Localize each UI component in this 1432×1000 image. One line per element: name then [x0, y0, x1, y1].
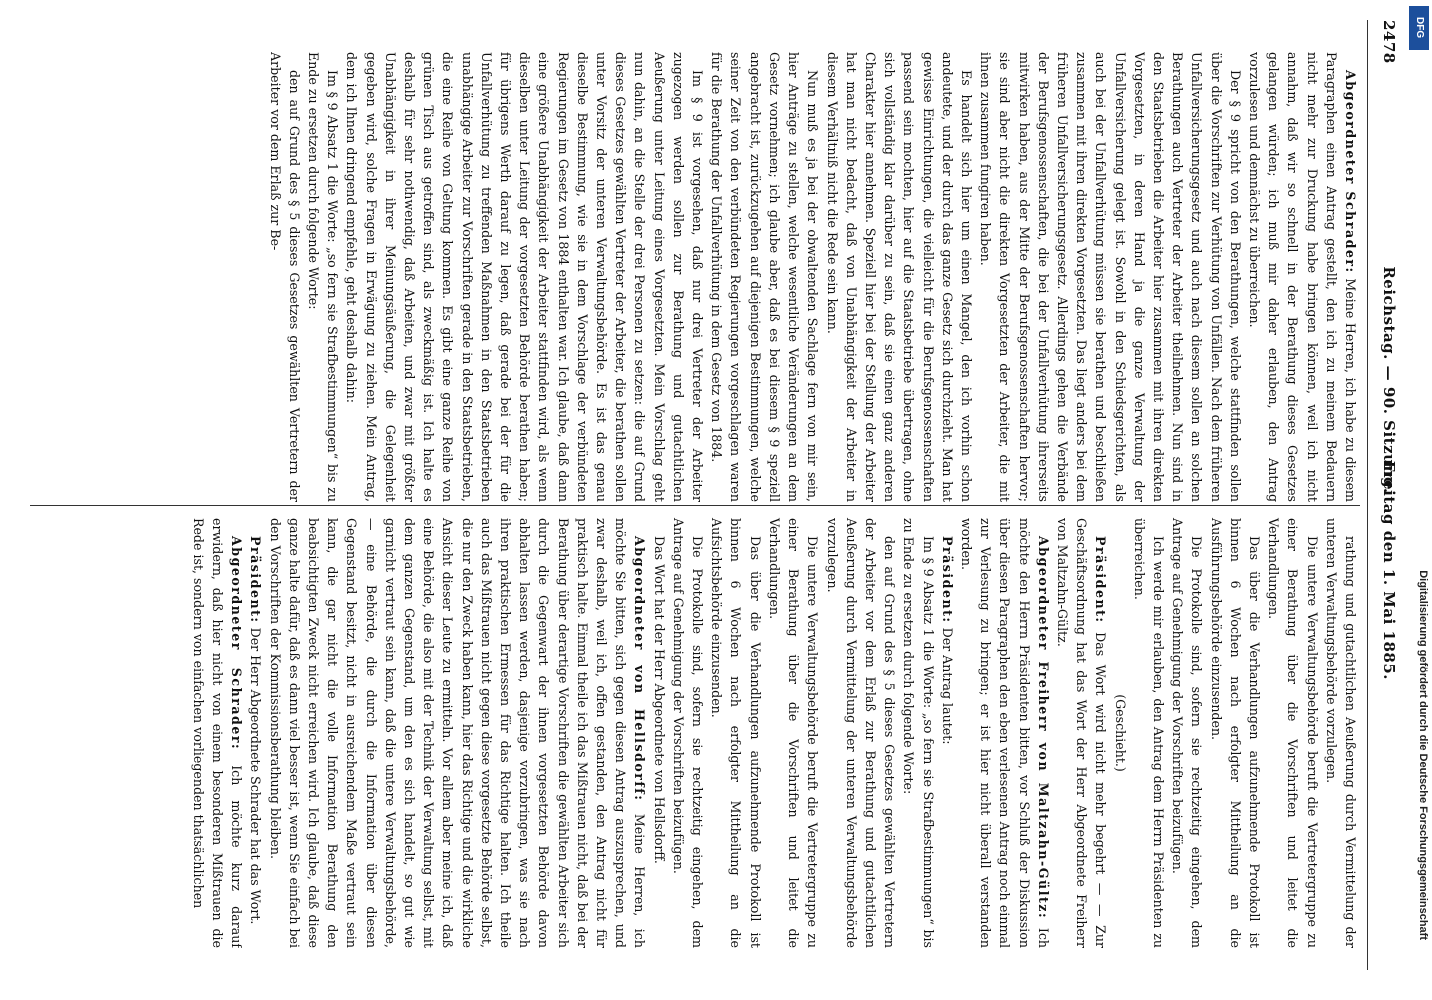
- speaker-name: Abgeordneter Schrader:: [229, 536, 245, 751]
- paragraph-text: Der Antrag lautet:: [939, 627, 955, 745]
- dfg-logo: DFG: [1409, 6, 1429, 50]
- left-text-column: [30, 52, 1360, 502]
- speaker-name: Abgeordneter von Hellsdorff:: [632, 536, 648, 802]
- paragraph-text: Die untere Verwaltungsbehörde beruft die Vertretergruppe zu einer Berathung über die Vorschriften und leitet die Verhandlungen.: [1266, 518, 1320, 948]
- paragraph: [899, 518, 937, 948]
- paragraph: [957, 518, 1053, 948]
- paragraph: [707, 518, 765, 948]
- paragraph: [1245, 52, 1360, 502]
- paragraph: [822, 518, 899, 948]
- paragraph-text: Ich werde mir erlauben, den Antrag dem Herrn Präsidenten zu überreichen.: [1131, 518, 1166, 948]
- speaker-name: Präsident:: [248, 536, 264, 624]
- paragraph: [822, 52, 976, 502]
- paragraph-text: Meine Herren, ich möchte Sie bitten, sich gegen diesen Antrag auszusprechen, und zwar deshalb, weil ich, offen gestanden, den Antrag nicht für praktisch halte. Einmal theile ich das Mißtrauen nicht, daß bei der Berathung über derartige Vorschriften die gewählten Arbeiter sich durch die Gegenwart der ihnen vorgesetzten Behörde davon abhalten lassen werden, dasjenige vorzubringen, was sie nach ihren praktischen Ermessen für das Richtige halten. Ich theile auch das Mißtrauen nicht gegen diese vorgesetzte Behörde selbst, die nur den Zweck haben kann, hier das Richtige und die wirkliche Ansicht dieser Leute zu ermitteln. Vor allem aber meine ich, daß eine Behörde, die also mit der Technik der Verwaltung selbst, mit dem ganzen Gegenstand, um den es sich handelt, so gut wie garnicht vertraut sein kann, daß die untere Verwaltungsbehörde, — eine Behörde, die durch die Information über diesen Gegenstand besitzt, nicht in ausreichendem Maße vertraut sein kann, die gar nicht die volle Information Berathung den beabsichtigten Zweck nicht erreichen wird. Ich glaube, daß diese ganze halte dafür, daß es dann viel besser ist, wenn Sie einfach bei den Vorschriften der Kommissionsberathung bleiben.: [267, 518, 648, 948]
- page-header: [1374, 20, 1402, 970]
- speaker-name: Präsident:: [1093, 536, 1109, 624]
- paragraph-text: Nun muß es ja bei der obwaltenden Sachlage fern von mir sein, hier Anträge zu stellen, welche wesentliche Veränderungen an dem Gesetz vornehmen; ich glaube aber, daß es bei diesem § 9 speziell angebracht ist, zurückzugehen auf diejenigen Bestimmungen, welche seiner Zeit von den verbündeten Regierungen vorgeschlagen waren für die Berathung der Unfallverhütung in dem Gesetz von 1884.: [709, 52, 821, 502]
- paragraph-text: Die Protokolle sind, sofern sie rechtzeitig eingehen, dem Antrage auf Genehmigung der Vorschriften beizufügen.: [1170, 518, 1205, 948]
- header-rule: [1367, 20, 1368, 970]
- paragraph-text: den auf Grund des § 5 dieses Gesetzes gewählten Vertretern der Arbeiter vor dem Erlaß zur Be-: [267, 52, 302, 502]
- speaker-name: Präsident:: [939, 536, 955, 624]
- paragraph: [1206, 518, 1264, 948]
- paragraph: [649, 518, 668, 948]
- paragraph: [304, 52, 342, 502]
- paragraph: [342, 52, 707, 502]
- speaker-name: Abgeordneter Freiherr von Maltzahn-Gültz:: [1035, 536, 1051, 920]
- paragraph-text: Im § 9 Absatz 1 die Worte: „so fern sie Strafbestimmungen“ bis zu Ende zu ersetzen durch folgende Worte:: [306, 52, 341, 502]
- paragraph: [707, 52, 822, 502]
- paragraph-text: Im § 9 ist vorgesehen, daß nur drei Vertreter der Arbeiter zugezogen werden sollen zur Berathung und gutachtlichen Aeußerung unter Leitung eines Vorgesetzten. Mein Vorschlag geht nun dahin, an die Stelle der drei Personen zu setzen: die auf Grund dieses Gesetzes gewählten Vertreter der Arbeiter, die berathen sollen unter Vorsitz der unteren Verwaltungsbehörde. Es ist das genau dieselbe Bestimmung, wie sie in dem Vorschlage der verbündeten Regierungen im Gesetz von 1884 enthalten war. Ich glaube, daß dann eine größere Unabhängigkeit der Arbeiter stattfinden wird, als wenn dieselben unter Leitung der vorgesetzten Behörde berathen haben; für übrigens Werth darauf zu legen, daß gerade bei der für die Unfallverhütung zu treffenden Maßnahmen in den Staatsbetrieben unabhängige Arbeiter zur Vorschriften gerade in den Staatsbetrieben, die eine Reihe von Geltung kommen. Es gibt eine ganze Reihe von grünen Tisch aus getroffen sind, als zweckmäßig ist. Ich halte es deshalb für sehr nothwendig, daß Arbeiten, und zwar mit größter Unabhängigkeit in ihrer Meinungsäußerung, die Gelegenheit gegeben wird, solche Fragen in Erwägung zu ziehen. Mein Antrag, dem ich Ihnen dringend empfehle, geht deshalb dahin:: [344, 52, 706, 502]
- page-number: 2478: [1380, 20, 1398, 64]
- paragraph-text: Die untere Verwaltungsbehörde beruft die Vertretergruppe zu einer Berathung über die Vorschriften und leitet die Verhandlungen.: [766, 518, 821, 948]
- paragraph-text: Das über die Verhandlungen aufzunehmende Protokoll ist binnen 6 Wochen nach erfolgter Mittheilung an die Aufsichtsbehörde einzusenden.: [709, 518, 763, 948]
- paragraph-text: Der § 9 spricht von den Berathungen, welche stattfinden sollen über die Vorschriften zur Verhütung von Unfällen. Nach dem früheren Unfallversicherungsgesetz und auch nach diesem sollen an solchen Berathungen auch Vertreter der Arbeiter theilnehmen. Nun sind in den Staatsbetrieben die Arbeiter hier zusammen mit ihren direkten Vorgesetzten, in deren Hand ja die ganze Verwaltung der Unfallversicherung gelegt ist. Sowohl in den Schiedsgerichten, als auch bei der Unfallverhütung müssen sie berathen und beschließen zusammen mit ihren direkten Vorgesetzten. Das liegt anders bei dem früheren Unfallversicherungsgesetz. Allerdings gehen die Verbände der Berufsgenossenschaften, die bei der Unfallverhütung ihrerseits mitwirken haben, aus der Mitte der Berufsgenossenschaften hervor; sie sind aber nicht die direkten Vorgesetzten der Arbeiter, die mit ihnen zusammen fungiren haben.: [978, 52, 1243, 502]
- paragraph-text: Ich möchte kurz darauf erwidern, daß hier nicht von einem besonderen Mißtrauen die Rede ist, sondern von einfachen vorliegenden thatsächlichen: [190, 518, 245, 948]
- paragraph: [1053, 518, 1111, 948]
- paragraph: [265, 518, 649, 948]
- paragraph-text: Meine Herren, ich habe zu diesem Paragraphen einen Antrag gestellt, den ich zu meinem Bedauern nicht mehr zur Druckung habe bringen können, weil ich nicht annahm, daß wir so schnell in der Berathung dieses Gesetzes gelangen würden; ich muß mir daher erlauben, den Antrag vorzulesen und demnächst zu überreichen.: [1246, 52, 1358, 502]
- paragraph-text: (Geschieht.): [1112, 694, 1128, 772]
- paragraph-text: rathung und gutachtlichen Aeußerung durch Vermittelung der unteren Verwaltungsbehörde vorzulegen.: [1323, 518, 1358, 948]
- paragraph: [189, 518, 247, 948]
- running-title-right: Freitag den 1. Mai 1885.: [1380, 460, 1398, 680]
- paragraph: [669, 518, 707, 948]
- paragraph-text: Die Protokolle sind, sofern sie rechtzeitig eingehen, dem Antrage auf Genehmigung der Vorschriften beizufügen.: [670, 518, 706, 948]
- paragraph: [1264, 518, 1322, 948]
- right-text-column: [30, 505, 1360, 948]
- paragraph-text: Das Wort wird nicht mehr begehrt — — Zur Geschäftsordnung hat das Wort der Herr Abgeordnete Freiherr von Maltzahn-Gültz.: [1054, 518, 1109, 948]
- paragraph-text: Das über die Verhandlungen aufzunehmende Protokoll ist binnen 6 Wochen nach erfolgter Mittheilung an die Ausführungsbehörde einzusenden.: [1208, 518, 1262, 948]
- attribution-text: Digitalisierung gefördert durch die Deutsche Forschungsgemeinschaft: [1417, 570, 1429, 940]
- speaker-name: Abgeordneter Schrader:: [1343, 70, 1358, 274]
- paragraph: [938, 518, 957, 948]
- paragraph-text: Das Wort hat der Herr Abgeordnete von Hellsdorff.: [651, 536, 667, 864]
- paragraph-text: Im § 9 Absatz 1 die Worte: „so fern sie Strafbestimmungen“ bis zu Ende zu ersetzen durch folgende Worte:: [901, 518, 936, 948]
- paragraph-text: Der Herr Abgeordnete Schrader hat das Wort.: [248, 627, 264, 925]
- paragraph: [976, 52, 1245, 502]
- paragraph: [1110, 518, 1129, 948]
- paragraph: [265, 52, 303, 502]
- paragraph-text: den auf Grund des § 5 dieses Gesetzes gewählten Vertretern der Arbeiter vor dem Erlaß zur Berathung und gutachtlichen Aeußerung durch Vermittelung der unteren Verwaltungsbehörde vorzulegen.: [824, 518, 898, 948]
- paragraph: [246, 518, 265, 948]
- paragraph-text: Es handelt sich hier um einen Mangel, den ich vorhin schon andeutete, und der durch das ganze Gesetz sich durchzieht. Man hat gewisse Einrichtungen, die vielleicht für die Berufsgenossenschaften passend sein mochten, hier auf die Staatsbetriebe übertragen, ohne sich vollständig klar darüber zu sein, daß sie einen ganz anderen Charakter hier annehmen. Speziell hier bei der Stellung der Arbeiter hat man nicht bedacht, daß von Unabhängigkeit der Arbeiter in diesem Verhältniß nicht die Rede sein kann.: [824, 52, 974, 502]
- paragraph: [1130, 518, 1168, 948]
- paragraph: [765, 518, 823, 948]
- paragraph-text: Ich möchte den Herrn Präsidenten bitten, vor Schluß der Diskussion über diesen Paragraphen den eben verlesenen Antrag noch einmal zur Verlesung zu bringen; er ist hier nicht überall verstanden worden.: [958, 518, 1051, 948]
- paragraph: [1168, 518, 1206, 948]
- running-title-left: Reichstag. — 90. Sitzung.: [1380, 266, 1398, 494]
- attribution-strip: [1406, 0, 1432, 1000]
- paragraph: [1322, 518, 1360, 948]
